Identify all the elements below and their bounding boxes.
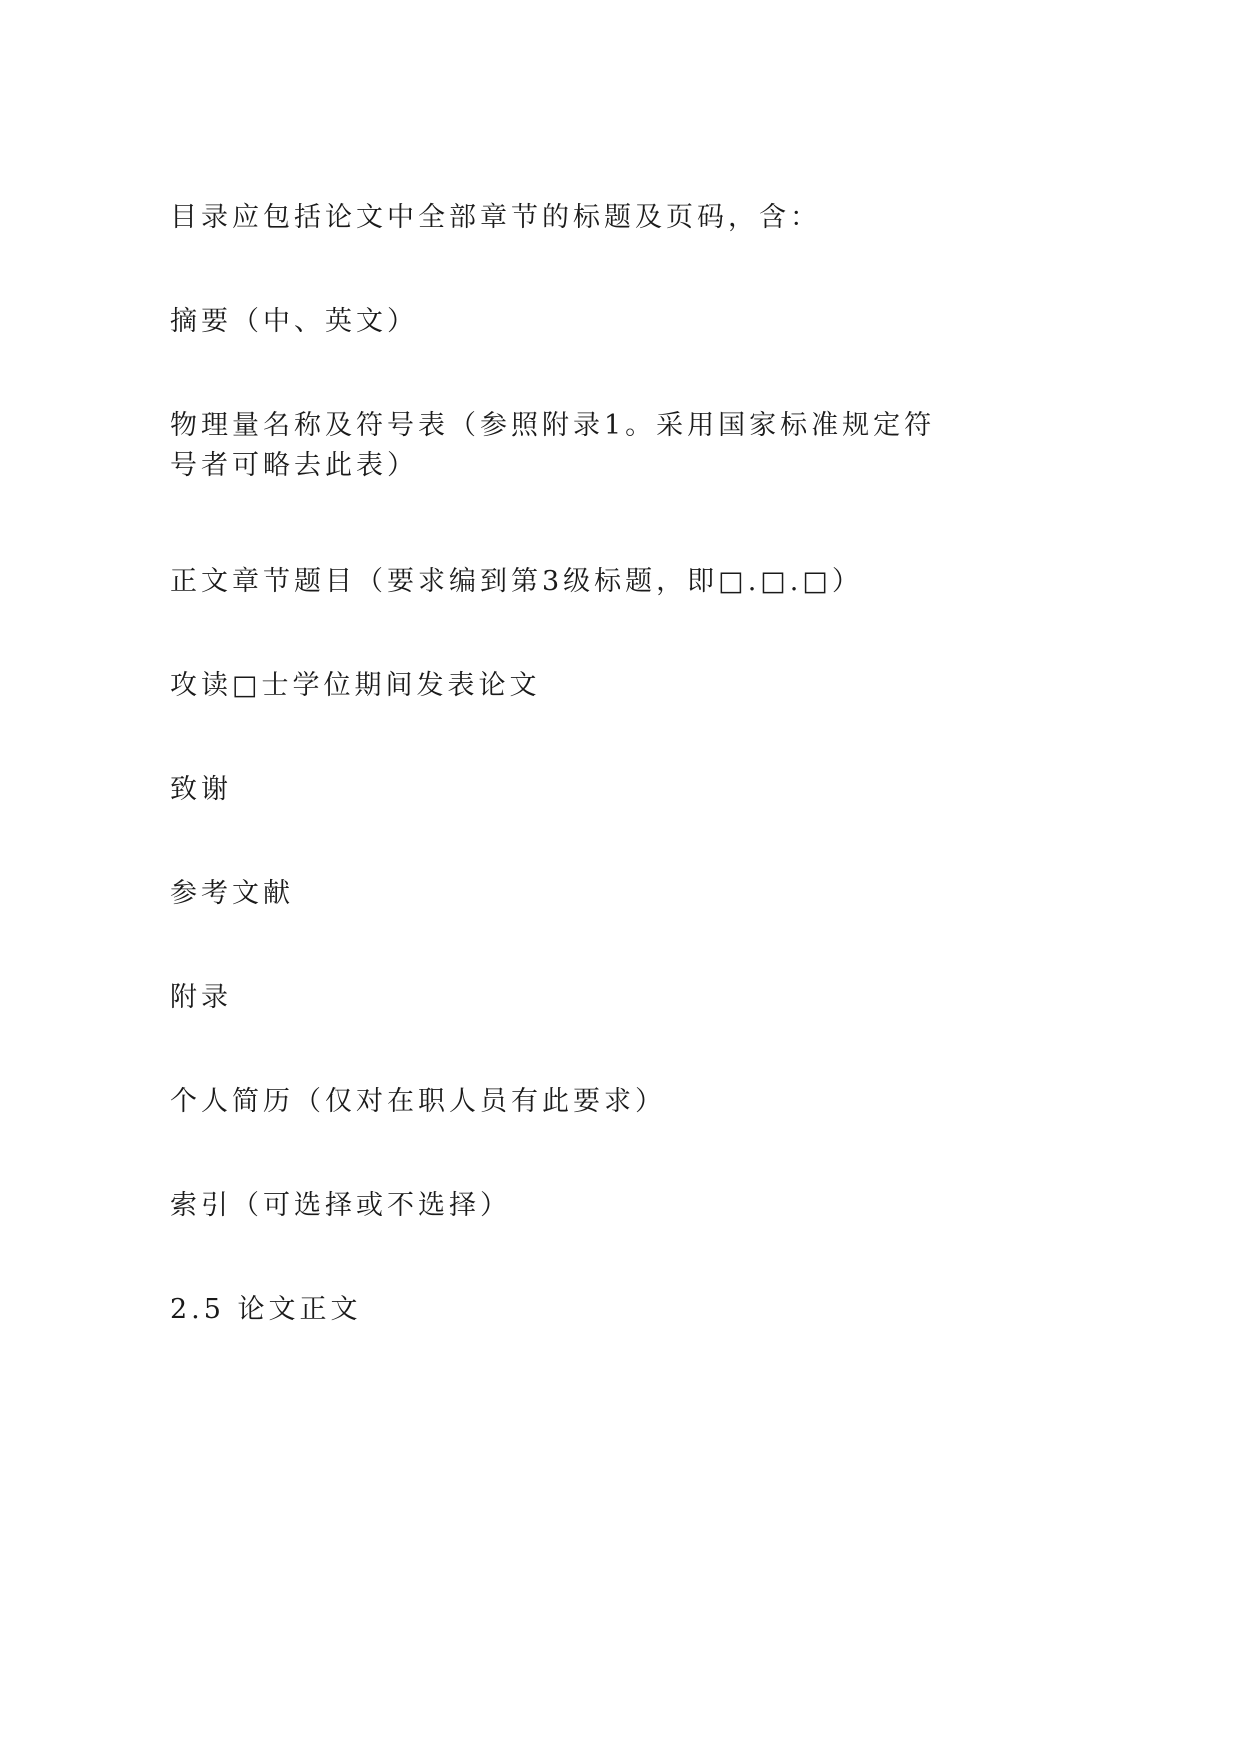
toc-item-references: 参考文献: [170, 878, 294, 909]
toc-item-symbol-table: 物理量名称及符号表（参照附录1。采用国家标准规定符号者可略去此表）: [170, 410, 936, 481]
section-heading-2-5: 2.5 论文正文: [170, 1294, 362, 1325]
toc-intro-paragraph: 目录应包括论文中全部章节的标题及页码，含：: [170, 202, 821, 233]
toc-item-chapter-titles: 正文章节题目（要求编到第3级标题，即□.□.□）: [170, 566, 863, 597]
toc-item-resume: 个人简历（仅对在职人员有此要求）: [170, 1086, 666, 1117]
toc-item-index: 索引（可选择或不选择）: [170, 1190, 511, 1221]
toc-item-appendix: 附录: [170, 982, 232, 1013]
toc-item-abstract: 摘要（中、英文）: [170, 306, 418, 337]
toc-item-publications: 攻读□士学位期间发表论文: [170, 670, 541, 701]
toc-item-acknowledgements: 致谢: [170, 774, 232, 805]
